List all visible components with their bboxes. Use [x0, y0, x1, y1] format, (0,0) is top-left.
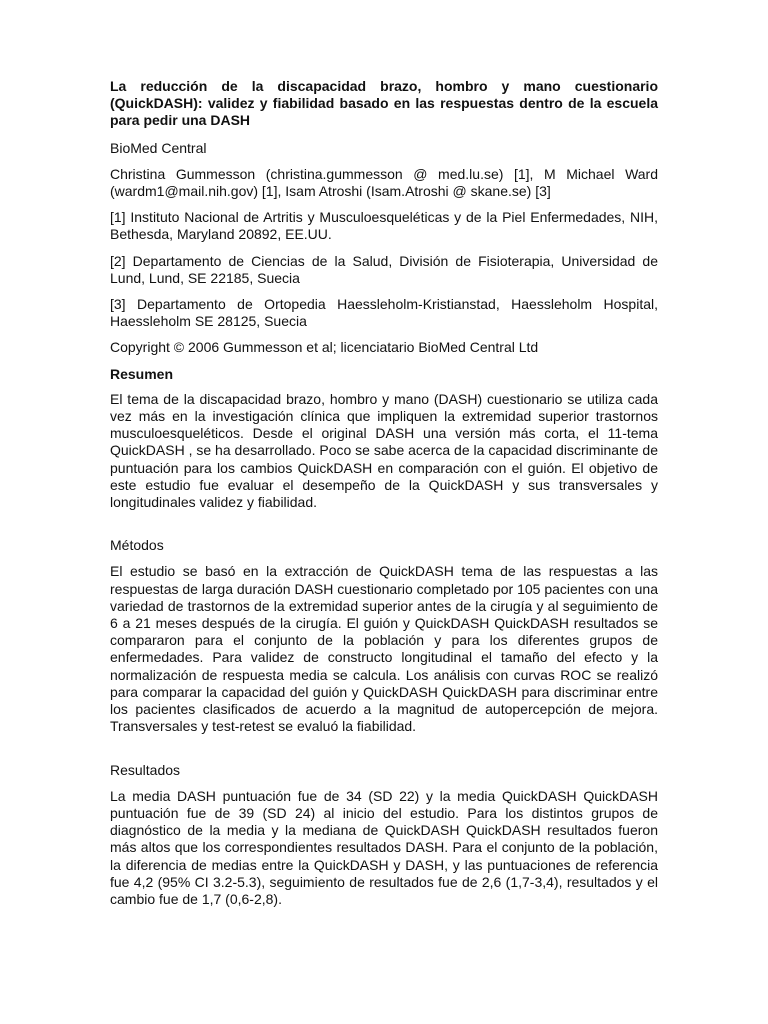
affiliation-3: [3] Departamento de Ortopedia Haessleholm-Kristianstad, Haessleholm Hospital, Haessleholm SE 28125, Suecia: [110, 296, 658, 330]
document-page: [110, 78, 658, 908]
results-heading: Resultados: [110, 761, 181, 778]
copyright: Copyright © 2006 Gummesson et al; licenciatario BioMed Central Ltd: [110, 339, 539, 356]
abstract-text: El tema de la discapacidad brazo, hombro y mano (DASH) cuestionario se utiliza cada vez más en la investigación clínica que impliquen la extremidad superior trastornos musculoesqueléticos. Desde el original DASH una versión más corta, el 11-tema QuickDASH , se ha desarrollado. Poco se sabe acerca de la capacidad discriminante de puntuación para los cambios QuickDASH en comparación con el guión. El objetivo de este estudio fue evaluar el desempeño de la QuickDASH y sus transversales y longitudinales validez y fiabilidad.: [110, 390, 658, 511]
methods-text: El estudio se basó en la extracción de QuickDASH tema de las respuestas a las respuestas de larga duración DASH cuestionario completado por 105 pacientes con una variedad de trastornos de la extremidad superior antes de la cirugía y al seguimiento de 6 a 21 meses después de la cirugía. El guión y QuickDASH QuickDASH resultados se compararon para el conjunto de la población y para los diferentes grupos de enfermedades. Para validez de constructo longitudinal el tamaño del efecto y la normalización de respuesta media se calcula. Los análisis con curvas ROC se realizó para comparar la capacidad del guión y QuickDASH QuickDASH para discriminar entre los pacientes clasificados de acuerdo a la magnitud de autopercepción de mejora. Transversales y test-retest se evaluó la fiabilidad.: [110, 563, 658, 735]
methods-heading: Métodos: [110, 537, 164, 554]
results-text: La media DASH puntuación fue de 34 (SD 22) y la media QuickDASH QuickDASH puntuación fue de 39 (SD 24) al inicio del estudio. Para los distintos grupos de diagnóstico de la media y la mediana de QuickDASH QuickDASH resultados fueron más altos que los correspondientes resultados DASH. Para el conjunto de la población, la diferencia de medias entre la QuickDASH y DASH, y las puntuaciones de referencia fue 4,2 (95% CI 3.2-5.3), seguimiento de resultados fue de 2,6 (1,7-3,4), resultados y el cambio fue de 1,7 (0,6-2,8).: [110, 787, 658, 907]
document-title: La reducción de la discapacidad brazo, hombro y mano cuestionario (QuickDASH): validez y fiabilidad basado en las respuestas dentro de la escuela para pedir una DASH: [110, 78, 658, 129]
publisher: BioMed Central: [110, 139, 207, 156]
affiliation-2: [2] Departamento de Ciencias de la Salud, División de Fisioterapia, Universidad de Lund, Lund, SE 22185, Suecia: [110, 252, 658, 286]
authors: Christina Gummesson (christina.gummesson @ med.lu.se) [1], M Michael Ward (wardm1@mail.nih.gov) [1], Isam Atroshi (Isam.Atroshi @ skane.se) [3]: [110, 165, 658, 200]
affiliation-1: [1] Instituto Nacional de Artritis y Musculoesqueléticas y de la Piel Enfermedades, NIH, Bethesda, Maryland 20892, EE.UU.: [110, 209, 658, 243]
abstract-heading: Resumen: [110, 365, 174, 382]
